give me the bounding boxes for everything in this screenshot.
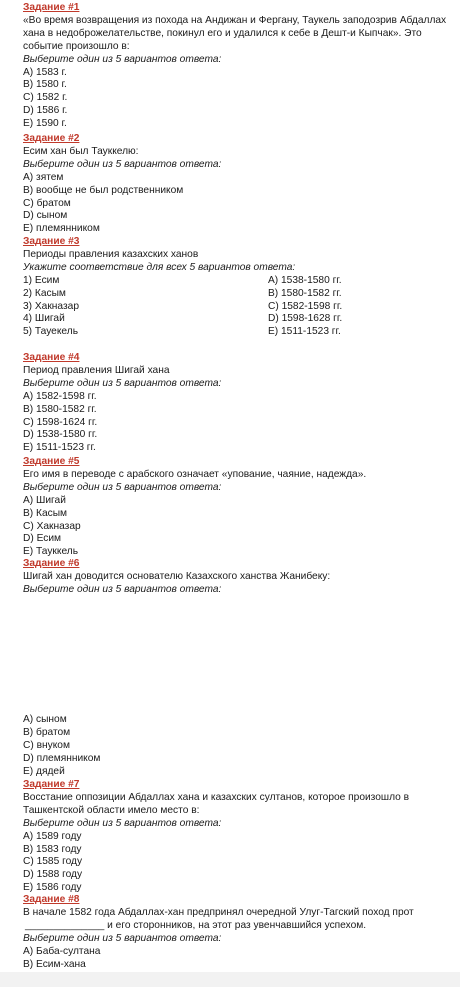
task-instruction: Выберите один из 5 вариантов ответа: <box>23 583 222 595</box>
answer-option[interactable]: Е) дядей <box>23 765 65 777</box>
task-instruction: Выберите один из 5 вариантов ответа: <box>23 53 222 65</box>
task-title: Задание #7 <box>23 779 80 790</box>
matching-table <box>23 275 458 340</box>
task-question: Период правления Шигай хана <box>23 364 170 376</box>
answer-option[interactable]: А) 1583 г. <box>23 66 67 78</box>
answer-option[interactable]: Е) племянником <box>23 223 100 235</box>
answer-option[interactable]: D) 1588 году <box>23 869 83 881</box>
answer-option[interactable]: А) сыном <box>23 714 67 725</box>
task-question: Шигай хан доводится основателю Казахского ханства Жанибеку: <box>23 570 331 582</box>
matching-right-item[interactable]: Е) 1511-1523 гг. <box>268 326 341 338</box>
answer-option[interactable]: А) зятем <box>23 171 64 183</box>
answer-option[interactable]: А) 1589 году <box>23 830 82 842</box>
task-8 <box>23 894 458 971</box>
answer-option[interactable]: С) Хакназар <box>23 520 81 532</box>
task-question: Есим хан был Тауккелю: <box>23 145 139 157</box>
task-question: Периоды правления казахских ханов <box>23 248 199 260</box>
task-6 <box>23 558 458 597</box>
matching-right-item[interactable]: С) 1582-1598 гг. <box>268 300 343 312</box>
answer-option[interactable]: Е) Тауккель <box>23 546 79 558</box>
task-1 <box>23 2 458 131</box>
answer-option[interactable]: С) 1582 г. <box>23 92 68 104</box>
answer-option[interactable]: D) племянником <box>23 752 101 764</box>
answer-option[interactable]: В) вообще не был родственником <box>23 184 184 196</box>
matching-right-column <box>268 275 342 340</box>
answer-option[interactable]: С) братом <box>23 197 71 209</box>
matching-left-item[interactable]: 1) Есим <box>23 274 60 286</box>
answer-option[interactable]: D) Есим <box>23 533 62 545</box>
task-6-options <box>23 714 458 779</box>
task-question: В начале 1582 года Абдаллах-хан предпринял очередной Улуг-Тагский поход прот <box>23 906 414 918</box>
matching-right-item[interactable]: D) 1598-1628 гг. <box>268 313 343 325</box>
matching-left-column <box>23 275 79 340</box>
answer-option[interactable]: В) Есим-хана <box>23 958 86 970</box>
answer-option[interactable]: Е) 1590 г. <box>23 118 67 130</box>
task-title: Задание #4 <box>23 352 80 363</box>
answer-option[interactable]: С) 1585 году <box>23 856 83 868</box>
task-instruction: Выберите один из 5 вариантов ответа: <box>23 377 222 389</box>
task-question: «Во время возвращения из похода на Андижан и Фергану, Таукель заподозрив Абдаллах хана в недоброжелательстве, покинул его и удалился к себе в Дешт-и Кыпчак». Это событие произошло в: <box>23 14 447 52</box>
matching-right-item[interactable]: А) 1538-1580 гг. <box>268 274 342 286</box>
matching-left-item[interactable]: 2) Касым <box>23 287 66 299</box>
task-instruction: Выберите один из 5 вариантов ответа: <box>23 481 222 493</box>
answer-option[interactable]: Е) 1511-1523 гг. <box>23 442 96 454</box>
task-title: Задание #3 <box>23 236 80 247</box>
answer-option[interactable]: А) Баба-султана <box>23 945 101 957</box>
answer-option[interactable]: В) 1583 году <box>23 843 82 855</box>
task-title: Задание #6 <box>23 558 80 569</box>
matching-left-item[interactable]: 3) Хакназар <box>23 300 79 312</box>
answer-option[interactable]: В) 1580-1582 гг. <box>23 403 97 415</box>
task-title: Задание #8 <box>23 894 80 905</box>
answer-option[interactable]: В) Касым <box>23 507 68 519</box>
answer-option[interactable]: Е) 1586 году <box>23 882 82 894</box>
answer-option[interactable]: В) 1580 г. <box>23 79 67 91</box>
task-instruction: Укажите соответствие для всех 5 вариантов ответа: <box>23 261 296 273</box>
task-question-continued: ______________ и его сторонников, на этот раз увенчавшийся успехом. <box>25 919 367 931</box>
task-title: Задание #5 <box>23 456 80 467</box>
matching-left-item[interactable]: 4) Шигай <box>23 313 65 325</box>
answer-option[interactable]: А) Шигай <box>23 494 66 506</box>
matching-left-item[interactable]: 5) Тауекель <box>23 326 79 338</box>
task-instruction: Выберите один из 5 вариантов ответа: <box>23 158 222 170</box>
answer-option[interactable]: D) 1538-1580 гг. <box>23 429 98 441</box>
task-3 <box>23 236 458 340</box>
task-2 <box>23 133 458 236</box>
answer-option[interactable]: В) братом <box>23 726 71 738</box>
task-question: Его имя в переводе с арабского означает «упование, чаяние, надежда». <box>23 468 367 480</box>
matching-right-item[interactable]: В) 1580-1582 гг. <box>268 287 342 299</box>
answer-option[interactable]: А) 1582-1598 гг. <box>23 390 97 402</box>
task-4 <box>23 352 458 455</box>
answer-option[interactable]: С) внуком <box>23 739 70 751</box>
task-question: Восстание оппозиции Абдаллах хана и казахских султанов, которое произошло в Ташкентской области имело место в: <box>23 791 410 816</box>
answer-option[interactable]: С) 1598-1624 гг. <box>23 416 98 428</box>
task-instruction: Выберите один из 5 вариантов ответа: <box>23 932 222 944</box>
task-instruction: Выберите один из 5 вариантов ответа: <box>23 817 222 829</box>
task-7 <box>23 779 458 895</box>
page-bottom-strip <box>0 972 460 987</box>
task-5 <box>23 456 458 559</box>
answer-option[interactable]: D) сыном <box>23 210 68 222</box>
task-title: Задание #1 <box>23 2 80 13</box>
task-title: Задание #2 <box>23 133 80 144</box>
answer-option[interactable]: D) 1586 г. <box>23 105 68 117</box>
